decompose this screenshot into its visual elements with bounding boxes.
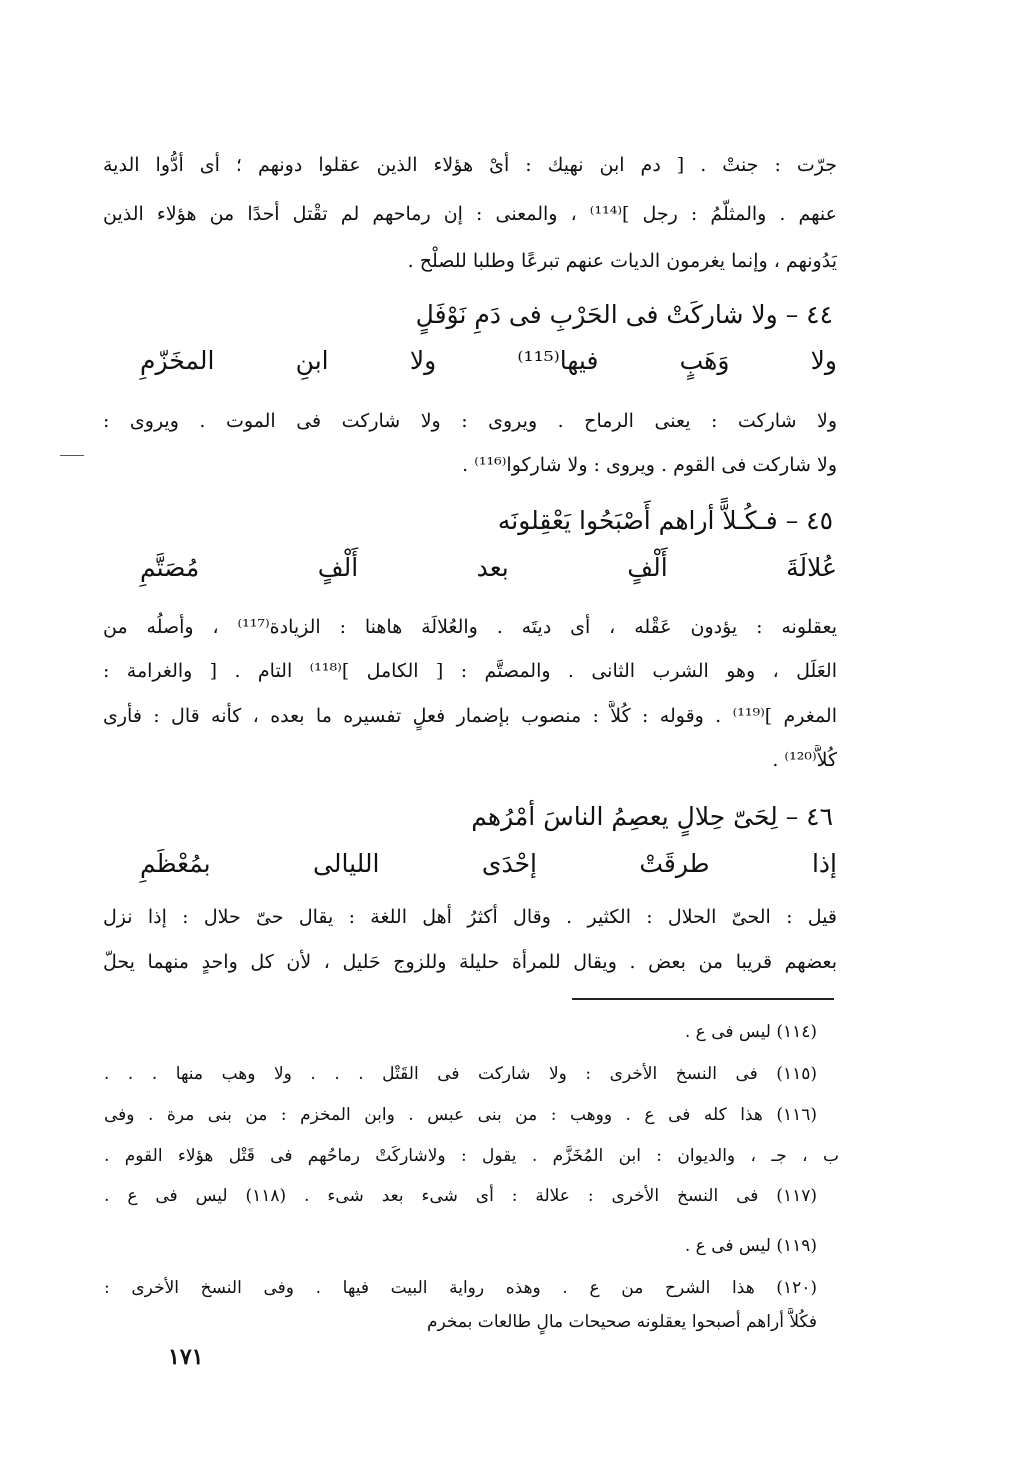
- text-line: جرّت : جنتْ . [ دم ابن نهيك : أىْ هؤلاء الذين عقلوا دونهم ؛ أى أدُّوا الدية: [103, 154, 837, 176]
- text-line: كُلاًّ⁽¹²⁰⁾ .: [772, 749, 837, 771]
- margin-mark: [60, 455, 84, 456]
- verse-44-first-hemistich: ٤٤ – ولا شاركَتْ فى الحَرْبِ فى دَمِ نَوْفَلٍ: [415, 300, 833, 329]
- footnote-115: (١١٥) فى النسخ الأخرى : ولا شاركت فى القَتْل . . . ولا وهب منها . . .: [104, 1064, 817, 1084]
- text-line: المغرم ]⁽¹¹⁹⁾ . وقوله : كُلاًّ : منصوب بإضمار فعلٍ تفسيره ما بعده ، كأنه قال : فأرى: [103, 705, 837, 727]
- footnote-116-continued: ب ، جـ ، والديوان : ابن المُخَزَّم . يقول : ولاشاركَتْ رماحُهم فى قَتْل هؤلاء القوم .: [104, 1146, 839, 1166]
- footnote-separator: [572, 998, 834, 1000]
- text-line: ولا شاركت فى القوم . ويروى : ولا شاركوا⁽¹¹⁶⁾ .: [462, 454, 837, 476]
- verse-45-second-hemistich: عُلالَةَ أَلْفٍ بعد أَلْفٍ مُصَتَّمِ: [140, 553, 837, 582]
- verse-45-first-hemistich: ٤٥ – فـكُـلاًّ أراهم أَصْبَحُوا يَعْقِلونَه: [497, 506, 833, 535]
- footnote-120: (١٢٠) هذا الشرح من ع . وهذه رواية البيت فيها . وفى النسخ الأخرى :: [104, 1278, 817, 1298]
- footnote-114: (١١٤) ليس فى ع .: [684, 1022, 817, 1042]
- text-line: بعضهم قريبا من بعض . ويقال للمرأة حليلة وللزوج حَليل ، لأن كل واحدٍ منهما يحلّ: [103, 951, 837, 973]
- text-line: العَلَل ، وهو الشرب الثانى . والمصتَّم : [ الكامل ]⁽¹¹⁸⁾ التام . [ والغرامة :: [103, 660, 837, 682]
- verse-46-first-hemistich: ٤٦ – لِحَىّ حِلالٍ يعصِمُ الناسَ أمْرُهم: [471, 802, 833, 831]
- page-number: ١٧١: [168, 1344, 204, 1370]
- text-line: يَدُونهم ، وإنما يغرمون الديات عنهم تبرعًا وطلبا للصلْح .: [407, 250, 837, 272]
- text-line: عنهم . والمثلّمُ : رجل ]⁽¹¹⁴⁾ ، والمعنى : إن رماحهم لم تقْتل أحدًا من هؤلاء الذين: [103, 203, 837, 225]
- footnote-119: (١١٩) ليس فى ع .: [684, 1236, 817, 1256]
- verse-44-second-hemistich: ولا وَهَبٍ فيها⁽¹¹⁵⁾ ولا ابنِ المخَزّمِ: [140, 346, 838, 375]
- footnote-120-verse: فكُلاًّ أراهم أصبحوا يعقلونه صحيحات مالٍ طالعات بمخرم: [426, 1312, 817, 1332]
- text-line: ولا شاركت : يعنى الرماح . ويروى : ولا شاركت فى الموت . ويروى :: [103, 410, 837, 432]
- verse-46-second-hemistich: إذا طرقَتْ إحْدَى الليالى بمُعْظَمِ: [140, 849, 837, 878]
- text-line: قيل : الحىّ الحلال : الكثير . وقال أكثرُ أهل اللغة : يقال حىّ حلال : إذا نزل: [103, 906, 837, 928]
- footnote-117-118: (١١٧) فى النسخ الأخرى : علالة : أى شىء بعد شىء . (١١٨) ليس فى ع .: [104, 1186, 817, 1206]
- footnote-116: (١١٦) هذا كله فى ع . ووهب : من بنى عبس . وابن المخزم : من بنى مرة . وفى: [104, 1105, 817, 1125]
- text-line: يعقلونه : يؤدون عَقْله ، أى ديتَه . والعُلالَة هاهنا : الزيادة⁽¹¹⁷⁾ ، وأصلُه من: [103, 616, 837, 638]
